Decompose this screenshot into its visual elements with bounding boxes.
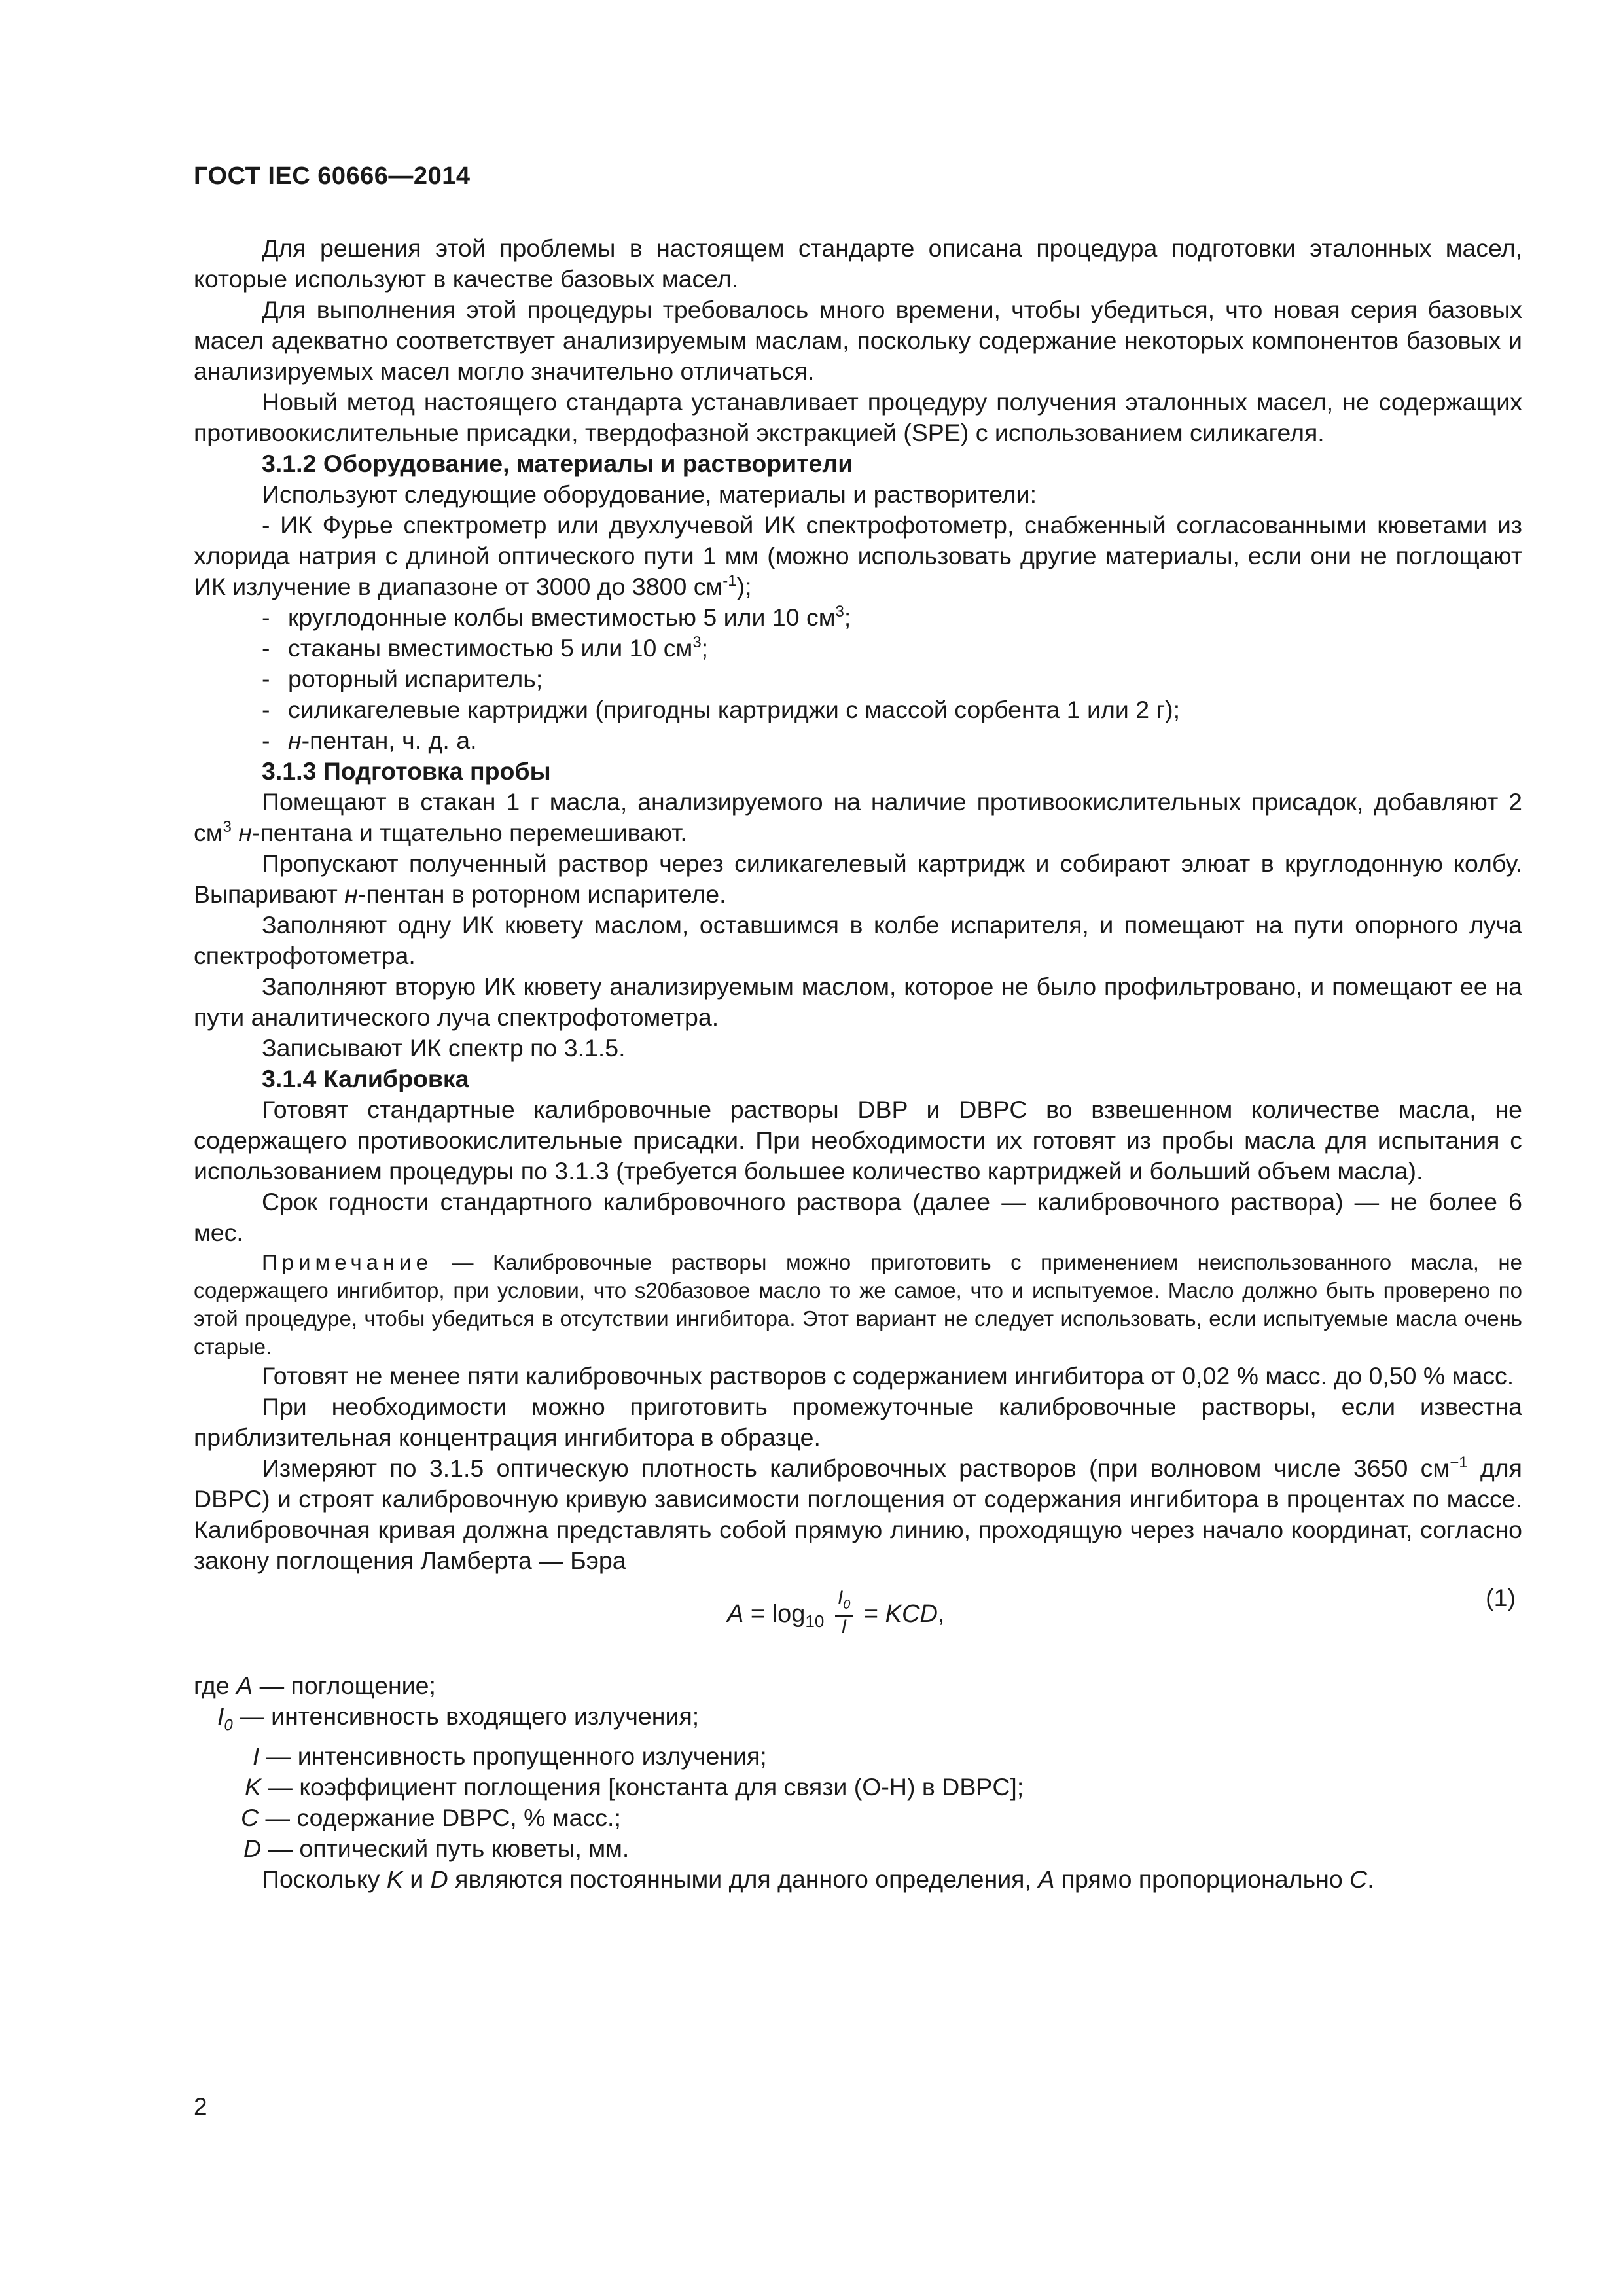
list-item [194, 602, 1522, 633]
paragraph: При необходимости можно приготовить промежуточные калибровочные растворы, если известна приблизительная концентрация ингибитора в образце. [194, 1393, 1522, 1451]
equation-number: (1) [1486, 1584, 1516, 1611]
list-item [194, 664, 1522, 694]
superscript: -1 [722, 572, 737, 590]
list-item [194, 725, 1522, 756]
superscript: 3 [835, 603, 844, 620]
definition-row [194, 1701, 1522, 1741]
superscript: 3 [692, 634, 702, 651]
superscript: −1 [1450, 1454, 1468, 1471]
definition-row [194, 1772, 1522, 1803]
paragraph: Для решения этой проблемы в настоящем стандарте описана процедура подготовки эталонных масел, которые используют в качестве базовых масел. [194, 234, 1522, 293]
definition-text: — коэффициент поглощения [константа для связи (О-Н) в DBPC]; [261, 1772, 1024, 1801]
paragraph-text: являются постоянными для данного определения, [448, 1865, 1039, 1893]
list-dash: - [262, 603, 270, 631]
document-body [194, 233, 1522, 1895]
definition-text: — содержание DBPC, % масс.; [259, 1803, 621, 1831]
definition-row [194, 1833, 1522, 1864]
paragraph: Готовят не менее пяти калибровочных растворов с содержанием ингибитора от 0,02 % масс. до 0,50 % масс. [262, 1362, 1514, 1390]
paragraph: Новый метод настоящего стандарта устанавливает процедуру получения эталонных масел, не содержащих противоокислительные присадки, твердофазной экстракцией (SPE) с использованием силикагеля. [194, 388, 1522, 446]
list-dash: - [262, 726, 270, 754]
note-label: Примечание [262, 1250, 433, 1274]
definition-symbol: D [243, 1834, 262, 1862]
list-item-text: круглодонные колбы вместимостью 5 или 10 см [288, 603, 836, 631]
definition-symbol: K [245, 1772, 262, 1801]
formula-text: = log [743, 1600, 806, 1628]
paragraph-text: Помещают в стакан 1 г масла, анализируемого на наличие противоокислительных присадок, добавляют 2 см [194, 788, 1522, 846]
list-dash: - [262, 665, 270, 692]
list-dash: - [262, 696, 270, 723]
fraction-denominator [835, 1617, 853, 1638]
formula-symbol: I [837, 1587, 844, 1609]
fraction [835, 1588, 853, 1638]
list-dash: - [262, 634, 270, 662]
definition-symbol: I [253, 1742, 260, 1770]
paragraph [194, 787, 1522, 848]
paragraph: Готовят стандартные калибровочные растворы DBP и DBPC во взвешенном количестве масла, не содержащего противоокислительные присадки. При необходимости их готовят из пробы масла для испытания с использованием процедуры по 3.1.3 (требуется большее количество картриджей и больший объем масла). [194, 1096, 1522, 1185]
beer-lambert-formula [727, 1587, 945, 1640]
definition-text: — поглощение; [253, 1672, 436, 1699]
formula-block [194, 1583, 1522, 1648]
list-item [194, 633, 1522, 664]
list-item-text: стаканы вместимостью 5 или 10 см [288, 634, 693, 662]
paragraph-text: прямо пропорционально [1054, 1865, 1350, 1893]
paragraph-text: . [1367, 1865, 1374, 1893]
fraction-numerator [835, 1588, 853, 1617]
list-item-text: ; [701, 634, 709, 662]
log-base: 10 [805, 1611, 825, 1632]
list-item-text: - ИК Фурье спектрометр или двухлучевой ИК спектрофотометр, снабженный согласованными кюветами из хлорида натрия с длиной оптического пути 1 мм (можно использовать другие материалы, если они не поглощают ИК излучение в диапазоне от 3000 до 3800 см [194, 511, 1522, 600]
italic-text: K [386, 1865, 403, 1893]
definitions-lead: где [194, 1672, 237, 1699]
italic-text: н [288, 726, 302, 754]
paragraph: Записывают ИК спектр по 3.1.5. [262, 1034, 626, 1062]
paragraph: Заполняют вторую ИК кювету анализируемым маслом, которое не было профильтровано, и помещают ее на пути аналитического луча спектрофотометра. [194, 973, 1522, 1031]
paragraph: Заполняют одну ИК кювету маслом, оставшимся в колбе испарителя, и помещают на пути опорного луча спектрофотометра. [194, 911, 1522, 969]
formula-text: , [937, 1600, 945, 1628]
definition-text: — оптический путь кюветы, мм. [261, 1834, 630, 1862]
section-heading-3-1-4: 3.1.4 Калибровка [262, 1065, 469, 1092]
italic-text: A [1038, 1865, 1055, 1893]
definition-symbol: A [236, 1672, 253, 1699]
list-item-text: ; [844, 603, 851, 631]
italic-text: C [1349, 1865, 1368, 1893]
page-number: 2 [194, 2093, 207, 2120]
subscript: 0 [224, 1716, 233, 1734]
list-item-text: ); [736, 573, 752, 600]
paragraph: Срок годности стандартного калибровочного раствора (далее — калибровочного раствора) — не более 6 мес. [194, 1188, 1522, 1246]
paragraph [194, 848, 1522, 910]
note [194, 1248, 1522, 1361]
paragraph: Используют следующие оборудование, материалы и растворители: [262, 480, 1037, 508]
subscript: 0 [843, 1598, 851, 1612]
section-heading-3-1-2: 3.1.2 Оборудование, материалы и растворители [262, 450, 853, 477]
formula-text: = [857, 1600, 885, 1628]
paragraph: Для выполнения этой процедуры требовалось много времени, чтобы убедиться, что новая серия базовых масел адекватно соответствует анализируемым маслам, поскольку содержание некоторых компонентов базовых и анализируемых масел могло значительно отличаться. [194, 296, 1522, 385]
list-item-text: силикагелевые картриджи (пригодны картриджи с массой сорбента 1 или 2 г); [288, 696, 1181, 723]
paragraph-text: -пентана и тщательно перемешивают. [251, 819, 687, 846]
paragraph [194, 1453, 1522, 1576]
definition-row [194, 1803, 1522, 1833]
list-item-text: -пентан, ч. д. а. [301, 726, 477, 754]
paragraph-text: Поскольку [262, 1865, 387, 1893]
italic-text: н [238, 819, 252, 846]
definition-text: — интенсивность входящего излучения; [232, 1702, 700, 1730]
document-header: ГОСТ IEC 60666—2014 [194, 162, 471, 190]
definition-row [194, 1670, 1522, 1701]
list-item-text: роторный испаритель; [288, 665, 543, 692]
definitions-list [194, 1670, 1522, 1895]
paragraph [194, 1864, 1522, 1895]
italic-text: н [344, 880, 358, 908]
note-text: — Калибровочные растворы можно приготовить с применением неиспользованного масла, не содержащего ингибитор, при условии, что s20базовое масло то же самое, что и испытуемое. Масло должно быть проверено по этой процедуре, чтобы убедиться в отсутствии ингибитора. Этот вариант не следует использовать, если испытуемые масла очень старые. [194, 1250, 1522, 1359]
paragraph-text: Измеряют по 3.1.5 оптическую плотность калибровочных растворов (при волновом числе 3650 см [262, 1454, 1450, 1482]
list-item [194, 510, 1522, 602]
section-heading-3-1-3: 3.1.3 Подготовка пробы [262, 757, 551, 785]
paragraph-text: для DBPC) и строят калибровочную кривую зависимости поглощения от содержания ингибитора в процентах по массе. Калибровочная кривая должна представлять собой прямую линию, проходящую через начало координат, согласно закону поглощения Ламберта — Бэра [194, 1454, 1522, 1574]
formula-symbol: A [727, 1600, 744, 1628]
definition-symbol: C [241, 1803, 259, 1831]
paragraph-text: Пропускают полученный раствор через силикагелевый картридж и собирают элюат в круглодонную колбу. Выпаривают [194, 850, 1522, 908]
definition-text: — интенсивность пропущенного излучения; [259, 1742, 767, 1770]
definition-row [194, 1741, 1522, 1772]
list-item [194, 694, 1522, 725]
italic-text: D [430, 1865, 448, 1893]
superscript: 3 [223, 818, 232, 836]
formula-symbol: KCD [885, 1600, 938, 1628]
paragraph-text: -пентан в роторном испарителе. [357, 880, 726, 908]
formula-symbol: I [841, 1616, 847, 1638]
definition-symbol: I [217, 1702, 224, 1730]
paragraph-text: и [402, 1865, 431, 1893]
